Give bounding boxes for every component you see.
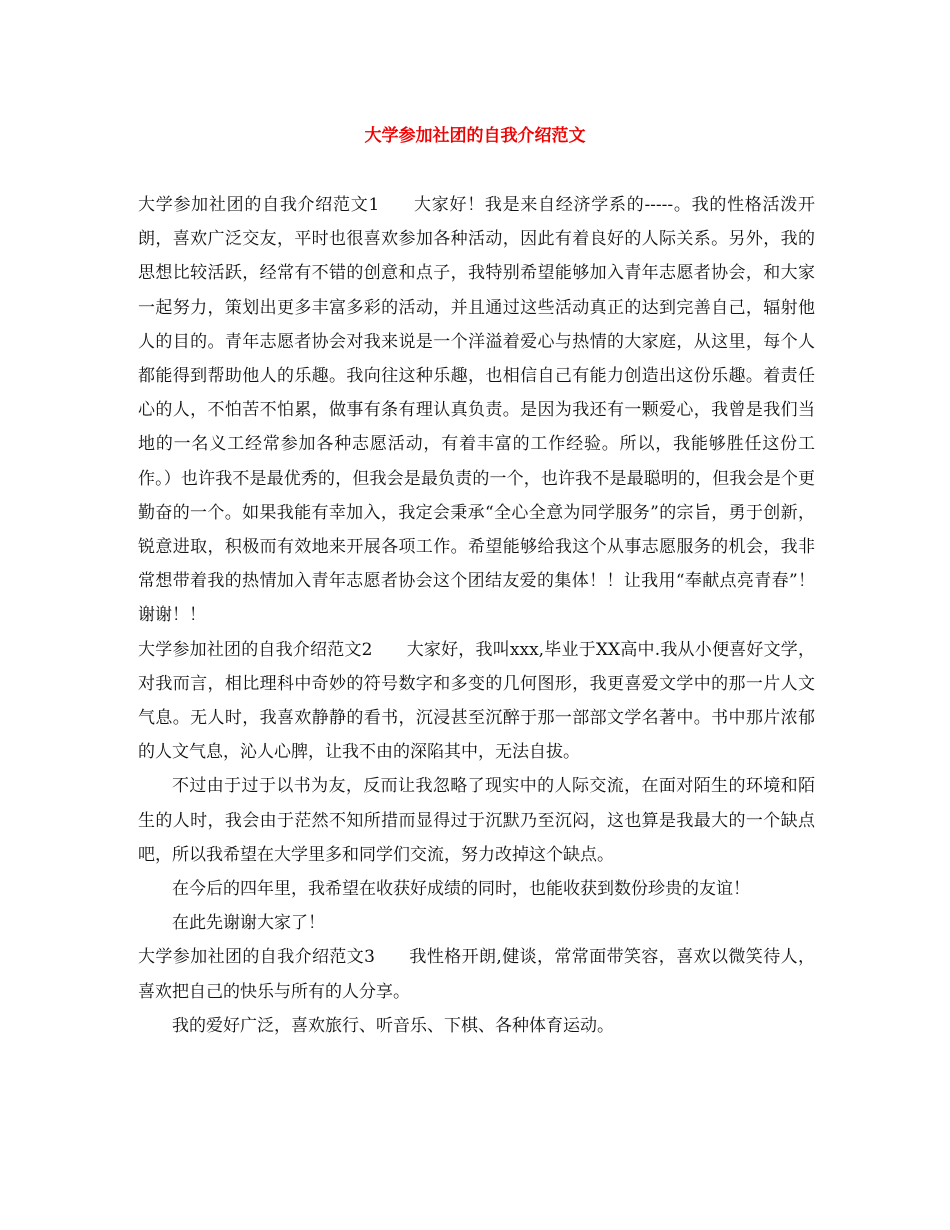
section-1-heading: 大学参加社团的自我介绍范文1 [138,195,380,215]
section-1-paragraph-1 [138,188,815,633]
paragraph-text: 大家好！我是来自经济学系的-----。我的性格活泼开朗，喜欢广泛交友，平时也很喜欢参加各种活动，因此有着良好的人际关系。另外，我的思想比较活跃，经常有不错的创意和点子，我特别希望能够加入青年志愿者协会，和大家一起努力，策划出更多丰富多彩的活动，并且通过这些活动真正的达到完善自己，辐射他人的目的。青年志愿者协会对我来说是一个洋溢着爱心与热情的大家庭，从这里，每个人都能得到帮助他人的乐趣。我向往这种乐趣，也相信自己有能力创造出这份乐趣。着责任心的人，不怕苦不怕累，做事有条有理认真负责。是因为我还有一颗爱心，我曾是我们当地的一名义工经常参加各种志愿活动，有着丰富的工作经验。所以，我能够胜任这份工作。）也许我不是最优秀的，但我会是最负责的一个，也许我不是最聪明的，但我会是个更勤奋的一个。如果我能有幸加入，我定会秉承“全心全意为同学服务”的宗旨，勇于创新，锐意进取，积极而有效地来开展各项工作。希望能够给我这个从事志愿服务的机会，我非常想带着我的热情加入青年志愿者协会这个团结友爱的集体！！让我用“奉献点亮青春”！谢谢！！ [138,195,815,626]
section-3-paragraph-2: 我的爱好广泛，喜欢旅行、听音乐、下棋、各种体育运动。 [172,1015,614,1036]
section-3-paragraph-1 [138,940,815,1008]
paragraph-text: 我性格开朗,健谈，常常面带笑容，喜欢以微笑待人，喜欢把自己的快乐与所有的人分享。 [138,947,815,1002]
section-2-paragraph-3: 在今后的四年里，我希望在收获好成绩的同时，也能收获到数份珍贵的友谊！ [172,879,750,900]
paragraph-text: 大家好，我叫xxx,毕业于XX高中.我从小便喜好文学，对我而言，相比理科中奇妙的符号数字和多变的几何图形，我更喜爱文学中的那一片人文气息。无人时，我喜欢静静的看书，沉浸甚至沉醉于那一部部文学名著中。书中那片浓郁的人文气息，沁人心脾，让我不由的深陷其中，无法自拔。 [138,639,815,763]
section-3-heading: 大学参加社团的自我介绍范文3 [138,947,376,968]
section-2-paragraph-4: 在此先谢谢大家了！ [172,913,325,934]
section-2-heading: 大学参加社团的自我介绍范文2 [138,639,373,660]
document-title: 大学参加社团的自我介绍范文 [364,126,586,146]
document-body [138,188,815,1043]
section-2-paragraph-1 [138,633,815,770]
section-2-paragraph-2: 不过由于过于以书为友，反而让我忽略了现实中的人际交流，在面对陌生的环境和陌生的人时，我会由于茫然不知所措而显得过于沉默乃至沉闷，这也算是我最大的一个缺点吧，所以我希望在大学里多和同学们交流，努力改掉这个缺点。 [138,776,815,865]
